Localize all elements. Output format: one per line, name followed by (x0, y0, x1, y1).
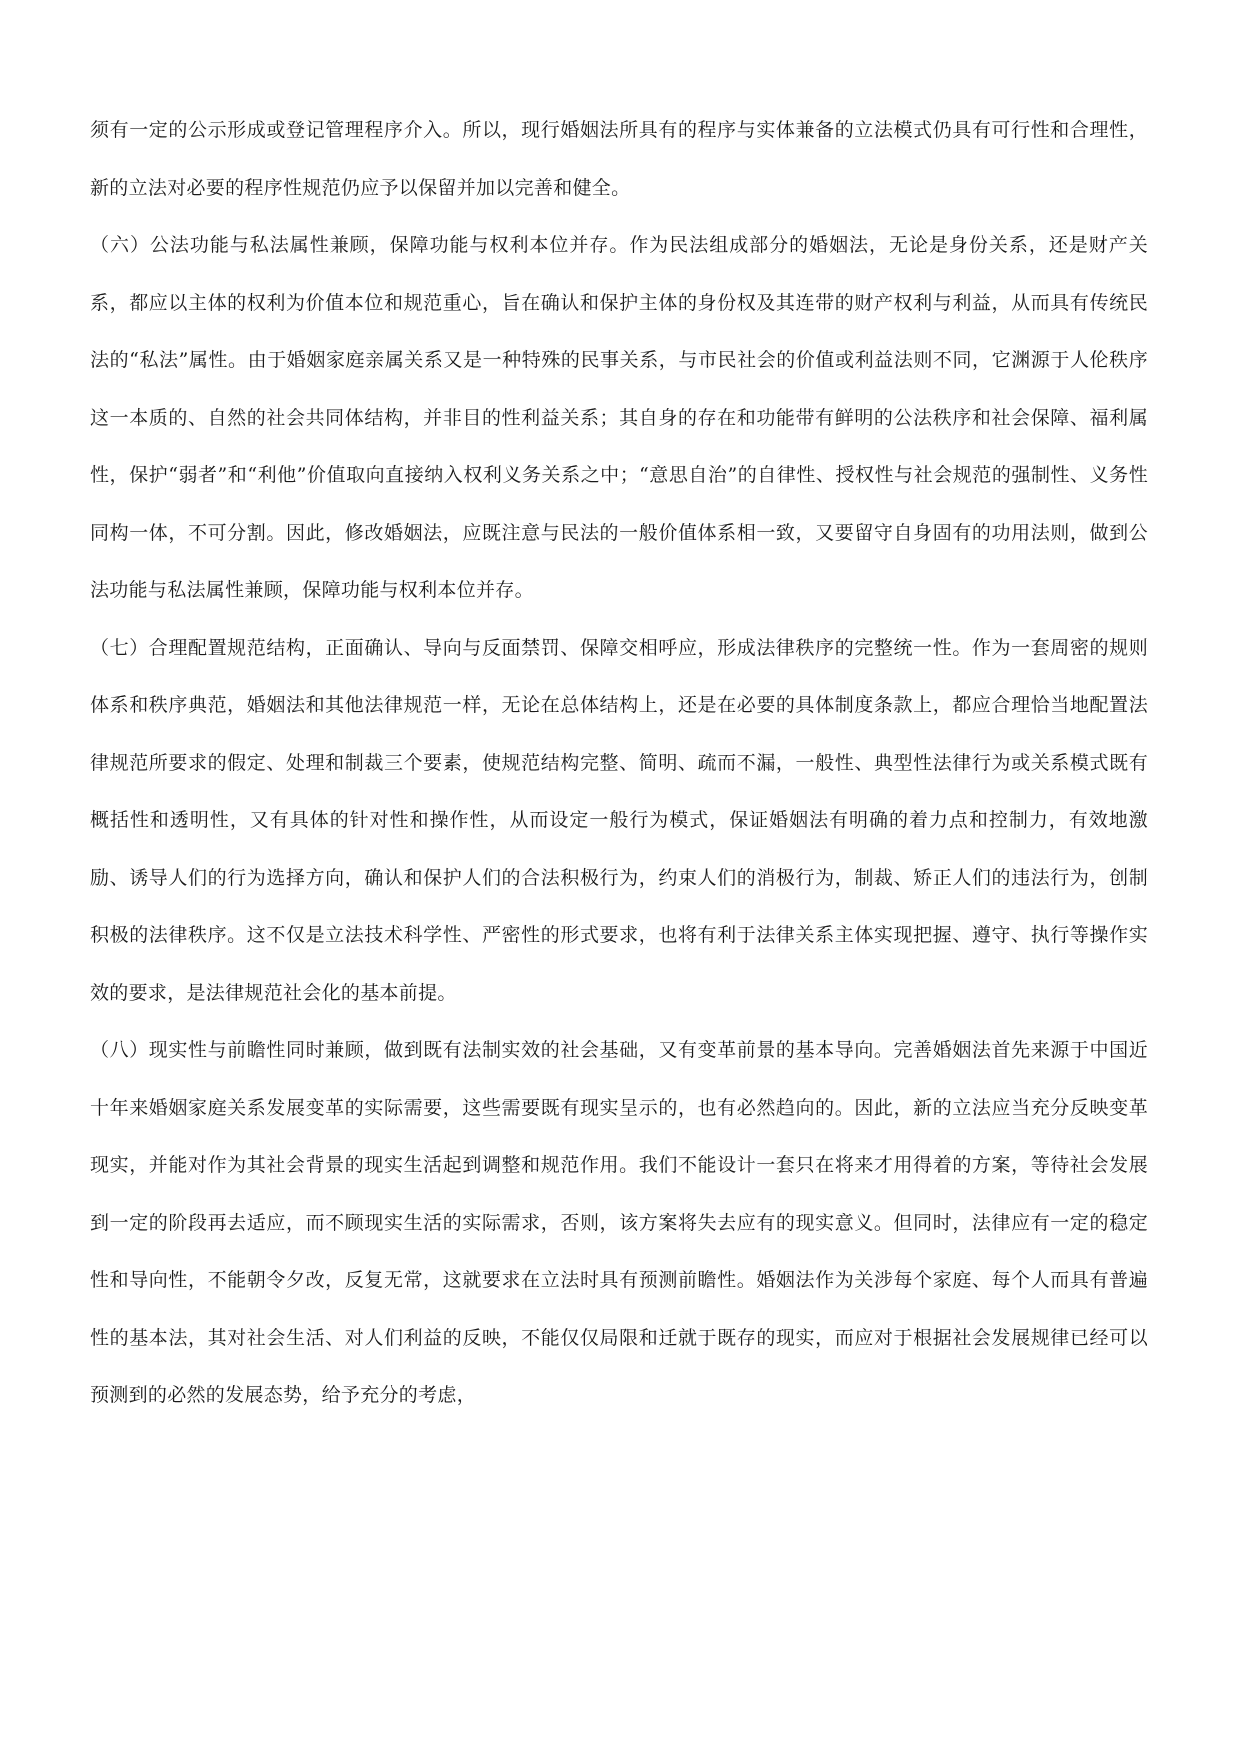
document-page (90, 102, 1148, 1425)
paragraph-section-6: （六）公法功能与私法属性兼顾，保障功能与权利本位并存。作为民法组成部分的婚姻法，无论是身份关系，还是财产关系，都应以主体的权利为价值本位和规范重心，旨在确认和保护主体的身份权及其连带的财产权利与利益，从而具有传统民法的“私法”属性。由于婚姻家庭亲属关系又是一种特殊的民事关系，与市民社会的价值或利益法则不同，它渊源于人伦秩序这一本质的、自然的社会共同体结构，并非目的性利益关系；其自身的存在和功能带有鲜明的公法秩序和社会保障、福利属性，保护“弱者”和“利他”价值取向直接纳入权利义务关系之中；“意思自治”的自律性、授权性与社会规范的强制性、义务性同构一体，不可分割。因此，修改婚姻法，应既注意与民法的一般价值体系相一致，又要留守自身固有的功用法则，做到公法功能与私法属性兼顾，保障功能与权利本位并存。 (90, 234, 1148, 601)
paragraph-continuation: 须有一定的公示形成或登记管理程序介入。所以，现行婚姻法所具有的程序与实体兼备的立法模式仍具有可行性和合理性，新的立法对必要的程序性规范仍应予以保留并加以完善和健全。 (90, 119, 1148, 199)
paragraph-section-8: （八）现实性与前瞻性同时兼顾，做到既有法制实效的社会基础，又有变革前景的基本导向。完善婚姻法首先来源于中国近十年来婚姻家庭关系发展变革的实际需要，这些需要既有现实呈示的，也有必然趋向的。因此，新的立法应当充分反映变革现实，并能对作为其社会背景的现实生活起到调整和规范作用。我们不能设计一套只在将来才用得着的方案，等待社会发展到一定的阶段再去适应，而不顾现实生活的实际需求，否则，该方案将失去应有的现实意义。但同时，法律应有一定的稳定性和导向性，不能朝令夕改，反复无常，这就要求在立法时具有预测前瞻性。婚姻法作为关涉每个家庭、每个人而具有普遍性的基本法，其对社会生活、对人们利益的反映，不能仅仅局限和迁就于既存的现实，而应对于根据社会发展规律已经可以预测到的必然的发展态势，给予充分的考虑， (90, 1039, 1148, 1406)
paragraph-section-7: （七）合理配置规范结构，正面确认、导向与反面禁罚、保障交相呼应，形成法律秩序的完整统一性。作为一套周密的规则体系和秩序典范，婚姻法和其他法律规范一样，无论在总体结构上，还是在必要的具体制度条款上，都应合理恰当地配置法律规范所要求的假定、处理和制裁三个要素，使规范结构完整、简明、疏而不漏，一般性、典型性法律行为或关系模式既有概括性和透明性，又有具体的针对性和操作性，从而设定一般行为模式，保证婚姻法有明确的着力点和控制力，有效地激励、诱导人们的行为选择方向，确认和保护人们的合法积极行为，约束人们的消极行为，制裁、矫正人们的违法行为，创制积极的法律秩序。这不仅是立法技术科学性、严密性的形式要求，也将有利于法律关系主体实现把握、遵守、执行等操作实效的要求，是法律规范社会化的基本前提。 (90, 636, 1148, 1004)
